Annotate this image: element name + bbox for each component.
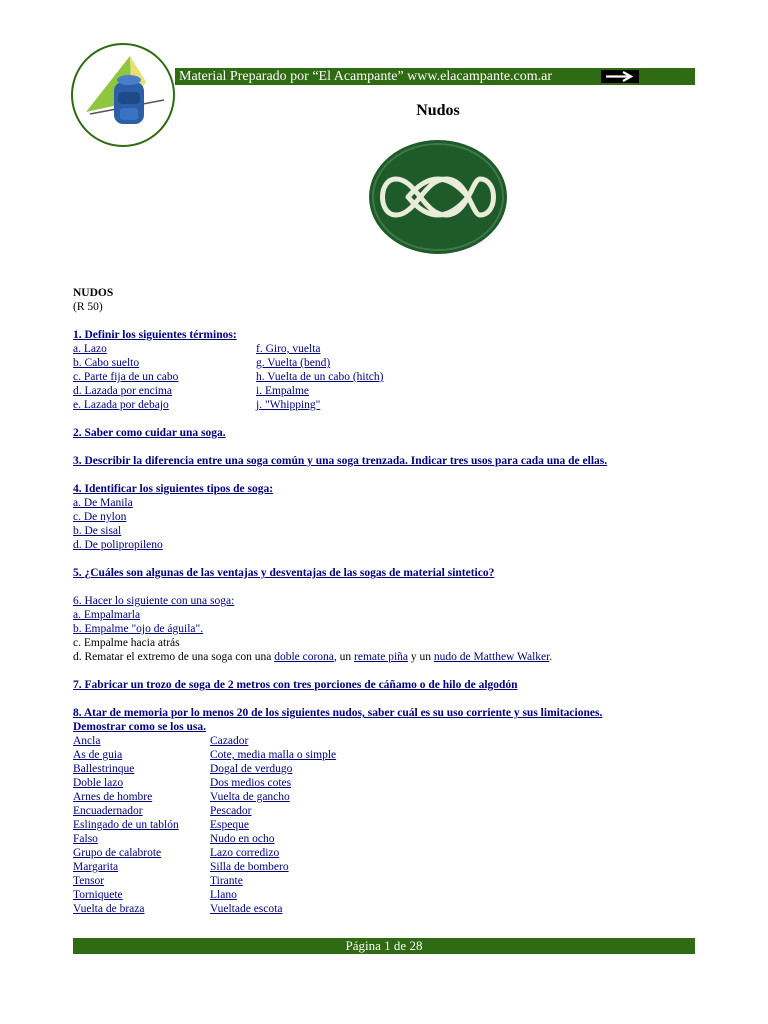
knot-link[interactable]: Pescador (210, 805, 252, 817)
q1-terms (73, 342, 713, 412)
knot-link[interactable]: Dogal de verdugo (210, 763, 293, 775)
knot-link[interactable]: Grupo de calabrote (73, 847, 162, 859)
knot-link[interactable]: Tensor (73, 875, 105, 887)
term-link[interactable]: i. Empalme (256, 385, 310, 397)
q6-item-d (73, 650, 713, 664)
q8-knots (73, 734, 713, 916)
knot-link[interactable]: Vueltade escota (210, 903, 283, 915)
q7-title[interactable]: 7. Fabricar un trozo de soga de 2 metros con tres porciones de cáñamo o de hilo de algodón (73, 679, 518, 691)
knot-link[interactable]: Lazo corredizo (210, 847, 280, 859)
rope-type-link[interactable]: a. De Manila (73, 497, 133, 509)
knot-link[interactable]: Ancla (73, 735, 101, 747)
term-link[interactable]: e. Lazada por debajo (73, 399, 169, 411)
q8-title-line2[interactable]: Demostrar como se los usa. (73, 721, 206, 733)
q2-title[interactable]: 2. Saber como cuidar una soga. (73, 427, 226, 439)
q6-d-text: y un (408, 651, 434, 663)
knot-link[interactable]: Silla de bombero (210, 861, 289, 873)
q8-title-line1[interactable]: 8. Atar de memoria por lo menos 20 de los siguientes nudos, saber cuál es su uso corriente y sus limitaciones. (73, 707, 603, 719)
doble-corona-link[interactable]: doble corona (274, 651, 334, 663)
knot-link[interactable]: Encuadernador (73, 805, 143, 817)
rope-type-link[interactable]: d. De polipropileno (73, 539, 163, 551)
q4-title[interactable]: 4. Identificar los siguientes tipos de soga: (73, 483, 274, 495)
q6-item-c: c. Empalme hacia atrás (73, 637, 180, 649)
term-link[interactable]: f. Giro, vuelta (256, 343, 321, 355)
q1-title[interactable]: 1. Definir los siguientes términos: (73, 329, 237, 341)
knot-link[interactable]: As de guia (73, 749, 123, 761)
q3-title[interactable]: 3. Describir la diferencia entre una soga común y una soga trenzada. Indicar tres usos para cada una de ellas. (73, 455, 608, 467)
rope-type-link[interactable]: c. De nylon (73, 511, 127, 523)
knot-link[interactable]: Espeque (210, 819, 249, 831)
matthew-walker-link[interactable]: nudo de Matthew Walker (433, 651, 550, 663)
knot-link[interactable]: Tirante (210, 875, 243, 887)
term-link[interactable]: h. Vuelta de un cabo (hitch) (256, 371, 384, 383)
header-text: Material Preparado por “El Acampante” www.elacampante.com.ar (179, 69, 553, 84)
knot-link[interactable]: Cazador (210, 735, 249, 747)
knot-link[interactable]: Ballestrinque (73, 763, 135, 775)
knot-link[interactable]: Vuelta de braza (73, 903, 145, 915)
q6-d-text: d. Rematar el extremo de una soga con una (73, 651, 275, 663)
knot-link[interactable]: Eslingado de un tablón (73, 819, 179, 831)
el-acampante-logo (70, 42, 176, 148)
term-link[interactable]: j. "Whipping" (256, 399, 321, 411)
remate-pina-link[interactable]: remate piña (354, 651, 408, 663)
section-heading: NUDOS (73, 287, 114, 299)
term-link[interactable]: d. Lazada por encima (73, 385, 172, 397)
term-link[interactable]: a. Lazo (73, 343, 107, 355)
q6-item-a[interactable]: a. Empalmarla (73, 609, 141, 621)
knot-link[interactable]: Llano (210, 889, 237, 901)
header-bar (175, 68, 695, 85)
knot-link[interactable]: Margarita (73, 861, 119, 873)
q6-title[interactable]: 6. Hacer lo siguiente con una soga: (73, 595, 235, 607)
term-link[interactable]: c. Parte fija de un cabo (73, 371, 179, 383)
page-footer: Página 1 de 28 (73, 938, 695, 954)
q5-title[interactable]: 5. ¿Cuáles son algunas de las ventajas y desventajas de las sogas de material sintetico? (73, 567, 495, 579)
q6-d-text: . (549, 651, 553, 663)
knot-badge-icon (368, 139, 508, 255)
page-title: Nudos (416, 102, 460, 119)
knot-link[interactable]: Cote, media malla o simple (210, 749, 337, 761)
section-ref: (R 50) (73, 301, 103, 313)
q6-item-b[interactable]: b. Empalme "ojo de águila". (73, 623, 204, 635)
document-body (73, 286, 713, 916)
knot-link[interactable]: Dos medios cotes (210, 777, 292, 789)
term-link[interactable]: g. Vuelta (bend) (256, 357, 331, 369)
knot-link[interactable]: Nudo en ocho (210, 833, 275, 845)
knot-link[interactable]: Doble lazo (73, 777, 124, 789)
knot-link[interactable]: Torniquete (73, 889, 123, 901)
knot-link[interactable]: Arnes de hombre (73, 791, 153, 803)
knot-link[interactable]: Vuelta de gancho (210, 791, 290, 803)
q4-rope-list (73, 496, 713, 552)
rope-type-link[interactable]: b. De sisal (73, 525, 122, 537)
term-link[interactable]: b. Cabo suelto (73, 357, 140, 369)
q6-d-text: , un (333, 651, 355, 663)
knot-link[interactable]: Falso (73, 833, 98, 845)
right-arrow-icon[interactable] (601, 70, 639, 83)
